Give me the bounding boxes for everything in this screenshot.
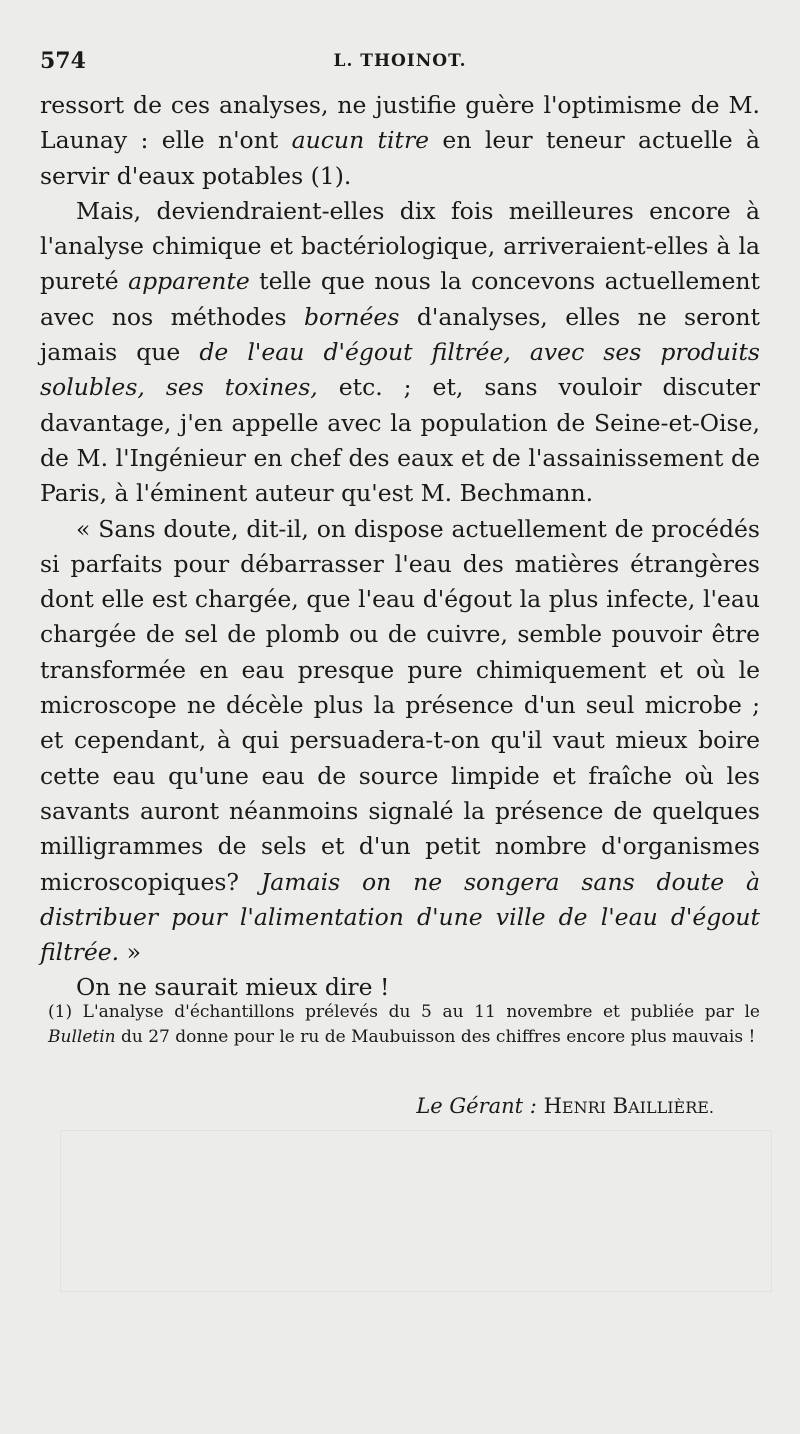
signature-name: HENRI BAILLIÈRE.: [543, 1094, 714, 1118]
paragraph-3-quotation: « Sans doute, dit-il, on dispose actuellement de procédés si parfaits pour débarrasser l'eau des matières étrangères dont elle est chargée, que l'eau d'égout la plus infecte, l'eau chargée de sel de plomb ou de cuivre, semble pouvoir être transformée en eau presque pure chimiquement et où le microscope ne décèle plus la présence d'un seul microbe ; et cependant, à qui persuadera-t-on qu'il vaut mieux boire cette eau qu'une eau de source limpide et fraîche où les savants auront néanmoins signalé la présence de quelques milligrammes de sels et d'un petit nombre d'organismes microscopiques? Jamais on ne songera sans doute à distribuer pour l'alimentation d'une ville de l'eau d'égout filtrée. »: [40, 514, 760, 967]
running-head: L. THOINOT.: [333, 51, 467, 71]
page-number: 574: [40, 48, 86, 74]
paragraph-1: ressort de ces analyses, ne justifie guère l'optimisme de M. Launay : elle n'ont aucun titre en leur teneur actuelle à servir d'eaux potables (1).: [40, 91, 760, 190]
signature: [48, 1094, 760, 1118]
signature-role: Le Gérant :: [416, 1094, 537, 1118]
footnote: [48, 1000, 760, 1050]
body-text: [40, 88, 760, 1006]
bleed-through-shadow: [60, 1130, 772, 1292]
paragraph-2: Mais, deviendraient-elles dix fois meilleures encore à l'analyse chimique et bactériologique, arriveraient-elles à la pureté apparente telle que nous la concevons actuellement avec nos méthodes bornées d'analyses, elles ne seront jamais que de l'eau d'égout filtrée, avec ses produits solubles, ses toxines, etc. ; et, sans vouloir discuter davantage, j'en appelle avec la population de Seine-et-Oise, de M. l'Ingénieur en chef des eaux et de l'assainissement de Paris, à l'éminent auteur qu'est M. Bechmann.: [40, 196, 760, 508]
footnote-text: (1) L'analyse d'échantillons prélevés du 5 au 11 novembre et publiée par le Bulletin du 27 donne pour le ru de Maubuisson des chiffres encore plus mauvais !: [48, 1002, 760, 1047]
paragraph-4: On ne saurait mieux dire !: [76, 973, 390, 1002]
page-header: [40, 48, 760, 80]
